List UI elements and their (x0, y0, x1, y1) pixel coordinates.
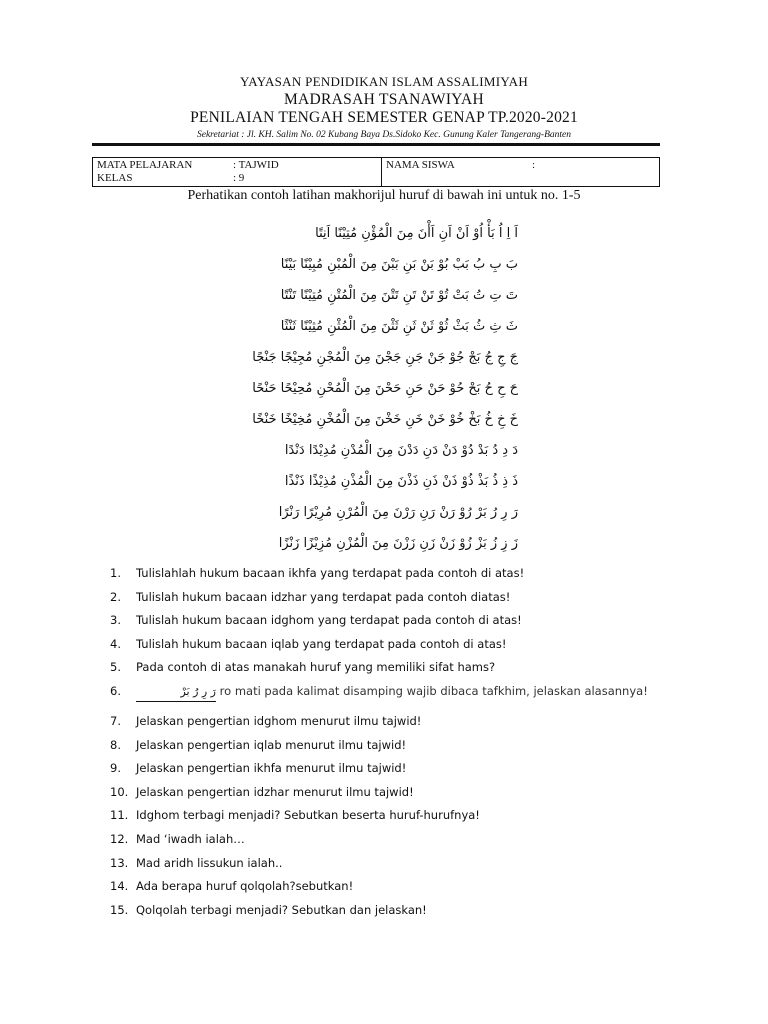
question-item (110, 658, 690, 682)
arabic-example-line: جَ جِ جُ بَجْ جُوْ جَنْ جَنِ جَجْنَ مِنَ الْمُجْنِ مُجِيْجًا جَنْجًا (252, 350, 518, 365)
arabic-example-line: رَ رِ رُ بَرْ رُوْ رَنْ رَنِ رَرْنَ مِنَ الْمُرْنِ مُرِيْرًا رَنْرًا (278, 505, 518, 520)
question-item (110, 901, 690, 925)
arabic-blank: رَ رِ رُ بَرْ (136, 683, 216, 702)
document-header (0, 74, 768, 142)
question-number: 3. (110, 613, 121, 628)
question-text: Jelaskan pengertian iqlab menurut ilmu tajwid! (136, 737, 407, 752)
arabic-examples (218, 218, 518, 559)
question-list (110, 564, 690, 924)
question-number: 10. (110, 784, 129, 799)
question-number: 2. (110, 589, 121, 604)
question-item (110, 783, 690, 807)
student-name-cell (382, 158, 659, 186)
question-text-with-arabic (136, 682, 648, 702)
question-text: Idghom terbagi menjadi? Sebutkan beserta huruf-hurufnya! (136, 808, 480, 823)
arabic-example-line: ثَ ثِ ثُ بَثْ ثُوْ ثَنْ ثَنِ ثَثْنَ مِنَ الْمُثْنِ مُثِيْنًا ثَنْثًا (280, 319, 518, 334)
question-item (110, 877, 690, 901)
question-number: 11. (110, 808, 129, 823)
question-number: 12. (110, 831, 129, 846)
subject-class-cell (93, 158, 382, 186)
question-number: 4. (110, 636, 121, 651)
question-text: Tulislah hukum bacaan iqlab yang terdapat pada contoh di atas! (136, 636, 507, 651)
question-text: Jelaskan pengertian ikhfa menurut ilmu tajwid! (136, 761, 407, 776)
question-item (110, 682, 690, 712)
question-number: 8. (110, 737, 121, 752)
student-name-value: : (532, 159, 536, 171)
arabic-example-line: زَ زِ زُ بَزْ زُوْ زَنْ زَنِ زَزْنَ مِنَ الْمُزْنِ مُزِيْزًا زَنْزًا (278, 536, 518, 551)
question-number: 6. (110, 683, 121, 698)
question-number: 15. (110, 902, 129, 917)
question-number: 7. (110, 713, 121, 728)
subject-label: MATA PELAJARAN (97, 159, 193, 171)
question-item (110, 712, 690, 736)
student-name-label: NAMA SISWA (386, 159, 455, 171)
question-item (110, 588, 690, 612)
question-item (110, 736, 690, 760)
question-text: Qolqolah terbagi menjadi? Sebutkan dan jelaskan! (136, 902, 427, 917)
question-item (110, 611, 690, 635)
subject-value: : TAJWID (233, 159, 279, 171)
question-number: 1. (110, 566, 121, 580)
question-text: Tulislah hukum bacaan idzhar yang terdapat pada contoh diatas! (136, 589, 511, 604)
question-item (110, 830, 690, 854)
secretariat-address: Sekretariat : Jl. KH. Salim No. 02 Kubang Baya Ds.Sidoko Kec. Gunung Kaler Tangerang-Banten (197, 130, 571, 140)
school-name: MADRASAH TSANAWIYAH (283, 91, 485, 108)
arabic-example-line: حَ حِ حُ بَحْ حُوْ حَنْ حَنِ حَحْنَ مِنَ الْمُحْنِ مُحِيْحًا حَنْحًا (252, 381, 518, 396)
question-number: 5. (110, 660, 121, 675)
exam-title: PENILAIAN TENGAH SEMESTER GENAP TP.2020-2021 (190, 109, 578, 126)
question-text: Mad ‘iwadh ialah… (136, 831, 245, 846)
question-number: 9. (110, 761, 121, 776)
question-number: 13. (110, 855, 129, 870)
arabic-example-line: خَ خِ خُ بَخْ خُوْ خَنْ خَنِ خَخْنَ مِنَ الْمُخْنِ مُخِيْخًا خَنْخًا (252, 412, 518, 427)
question-text: Pada contoh di atas manakah huruf yang memiliki sifat hams? (136, 660, 496, 675)
question-text: Mad aridh lissukun ialah.. (136, 855, 283, 870)
arabic-example-line: دَ دِ دُ بَدْ دُوْ دَنْ دَنِ دَدْنَ مِنَ الْمُدْنِ مُدِيْدًا دَنْدًا (284, 443, 518, 458)
class-label: KELAS (97, 172, 133, 184)
question-item (110, 806, 690, 830)
question-item (110, 854, 690, 878)
arabic-example-line: ذَ ذِ ذُ بَذْ ذُوْ ذَنْ ذَنِ ذَذْنَ مِنَ الْمُذْنِ مُذِيْذًا ذَنْذًا (284, 474, 518, 489)
foundation-name: YAYASAN PENDIDIKAN ISLAM ASSALIMIYAH (239, 74, 529, 89)
question-text: Jelaskan pengertian idghom menurut ilmu tajwid! (136, 713, 422, 728)
question-text: ro mati pada kalimat disamping wajib dibaca tafkhim, jelaskan alasannya! (219, 683, 648, 698)
question-item (110, 564, 690, 588)
header-divider (92, 143, 660, 146)
arabic-example-line: اَ اِ اُ بَأْ اُوْ اَنْ اَنِ اَأْنَ مِنَ الْمُؤْنِ مُتِيْنًا اَنِتًا (315, 226, 518, 241)
question-item (110, 635, 690, 659)
question-text: Tulislahlah hukum bacaan ikhfa yang terdapat pada contoh di atas! (136, 566, 525, 580)
arabic-example-line: تَ تِ تُ بَتْ تُوْ تَنْ تَنِ تَتْنَ مِنَ الْمُتْنِ مُتِيْنًا تَنْتًا (280, 288, 518, 303)
question-text: Ada berapa huruf qolqolah?sebutkan! (136, 879, 354, 894)
instruction-text: Perhatikan contoh latihan makhorijul huruf di bawah ini untuk no. 1-5 (187, 188, 581, 203)
question-text: Jelaskan pengertian idzhar menurut ilmu tajwid! (136, 784, 414, 799)
class-value: : 9 (233, 172, 245, 184)
student-info-table (92, 157, 660, 187)
question-number: 14. (110, 879, 129, 894)
arabic-example-line: بَ بِ بُ بَبْ بُوْ بَنْ بَنِ بَبْنَ مِنَ الْمُبْنِ مُبِيْنًا بَيْنًا (280, 257, 518, 272)
question-text: Tulislah hukum bacaan idghom yang terdapat pada contoh di atas! (136, 613, 522, 628)
question-item (110, 759, 690, 783)
